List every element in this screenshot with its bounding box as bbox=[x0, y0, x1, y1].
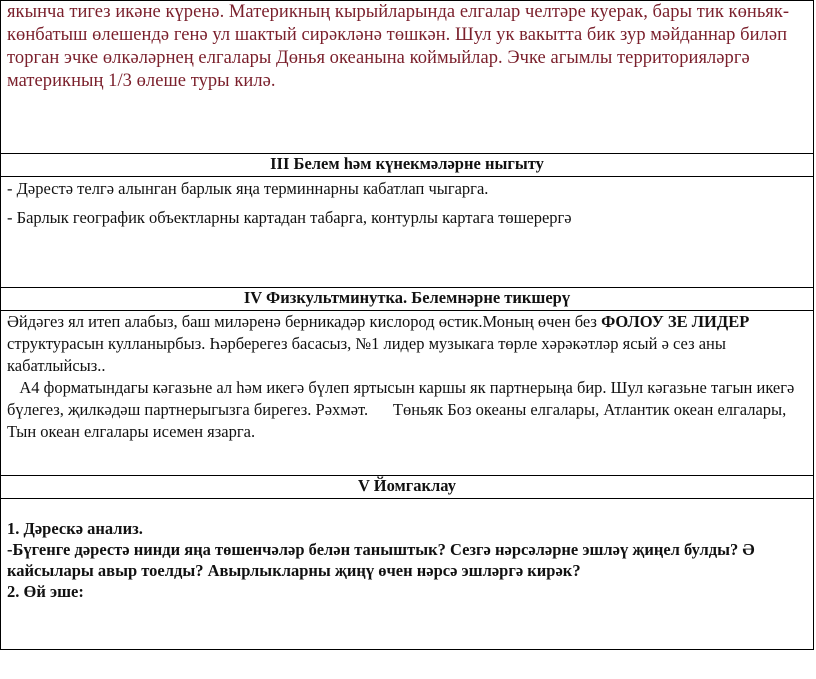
section4-paragraph-1 bbox=[7, 311, 807, 377]
intro-cell bbox=[1, 1, 814, 154]
section5-item-1-text: -Бүгенге дәрестә нинди яңа төшенчәләр белән таныштык? Сезгә нәрсәләрне эшләү җиңел булды? Ә кайсылары авыр тоелды? Авырлыкларны җиңү өчен нәрсә эшләргә кирәк? bbox=[7, 540, 755, 580]
section4-cell bbox=[1, 311, 814, 476]
section3-title: III Белем һәм күнекмәләрне ныгыту bbox=[1, 154, 814, 177]
section4-row bbox=[1, 311, 814, 476]
section3-line-2: - Барлык географик объектларны картадан табарга, контурлы картага төшерергә bbox=[7, 208, 572, 227]
section4-p1-start: Әйдәгез ял итеп алабыз, баш миләренә берникадәр кислород өстик.Моның өчен без bbox=[7, 312, 602, 331]
section4-title: IV Физкультминутка. Белемнәрне тикшерү bbox=[1, 288, 814, 311]
section3-row bbox=[1, 177, 814, 288]
section4-header-row bbox=[1, 288, 814, 311]
section5-item-1: 1. Дәрескә анализ. bbox=[7, 519, 143, 538]
intro-row bbox=[1, 1, 814, 154]
section4-paragraph-2: А4 форматындагы кәгазьне ал һәм икегә бүлеп яртысын каршы як партнерыңа бир. Шул кәгазьне тагын икегә бүлегез, җилкәдәш партнерыгызга бирегез. Рәхмәт. Төньяк Боз океаны елгалары, Атлантик океан елгалары, Тын океан елгалары исемен язарга. bbox=[7, 378, 799, 441]
section3-line-1: - Дәрестә телгә алынган барлык яңа терминнарны кабатлап чыгарга. bbox=[7, 179, 489, 198]
section4-p1-bold: ФОЛОУ ЗЕ ЛИДЕР bbox=[601, 312, 750, 331]
section5-header-row bbox=[1, 476, 814, 499]
section3-header-row bbox=[1, 154, 814, 177]
section5-title: V Йомгаклау bbox=[1, 476, 814, 499]
section5-cell bbox=[1, 499, 814, 650]
section4-p1-end: структурасын кулланырбыз. Һәрберегез басасыз, №1 лидер музыкага төрле хәрәкәтләр ясый ә сез аны кабатлыйсыз.. bbox=[7, 334, 726, 375]
intro-paragraph: якынча тигез икәне күренә. Материкның кырыйларында елгалар челтәре куерак, бары тик көньяк-көнбатыш өлешендә генә ул шактый сирәкләнә төшкән. Шул ук вакытта бик зур мәйданнар биләп торган эчке өлкәләрнең елгалары Дөнья океанына коймыйлар. Эчке агымлы территорияләргә материкның 1/3 өлеше туры килә. bbox=[7, 2, 790, 91]
section5-row bbox=[1, 499, 814, 650]
section3-cell bbox=[1, 177, 814, 288]
section5-item-2: 2. Өй эше: bbox=[7, 582, 84, 601]
